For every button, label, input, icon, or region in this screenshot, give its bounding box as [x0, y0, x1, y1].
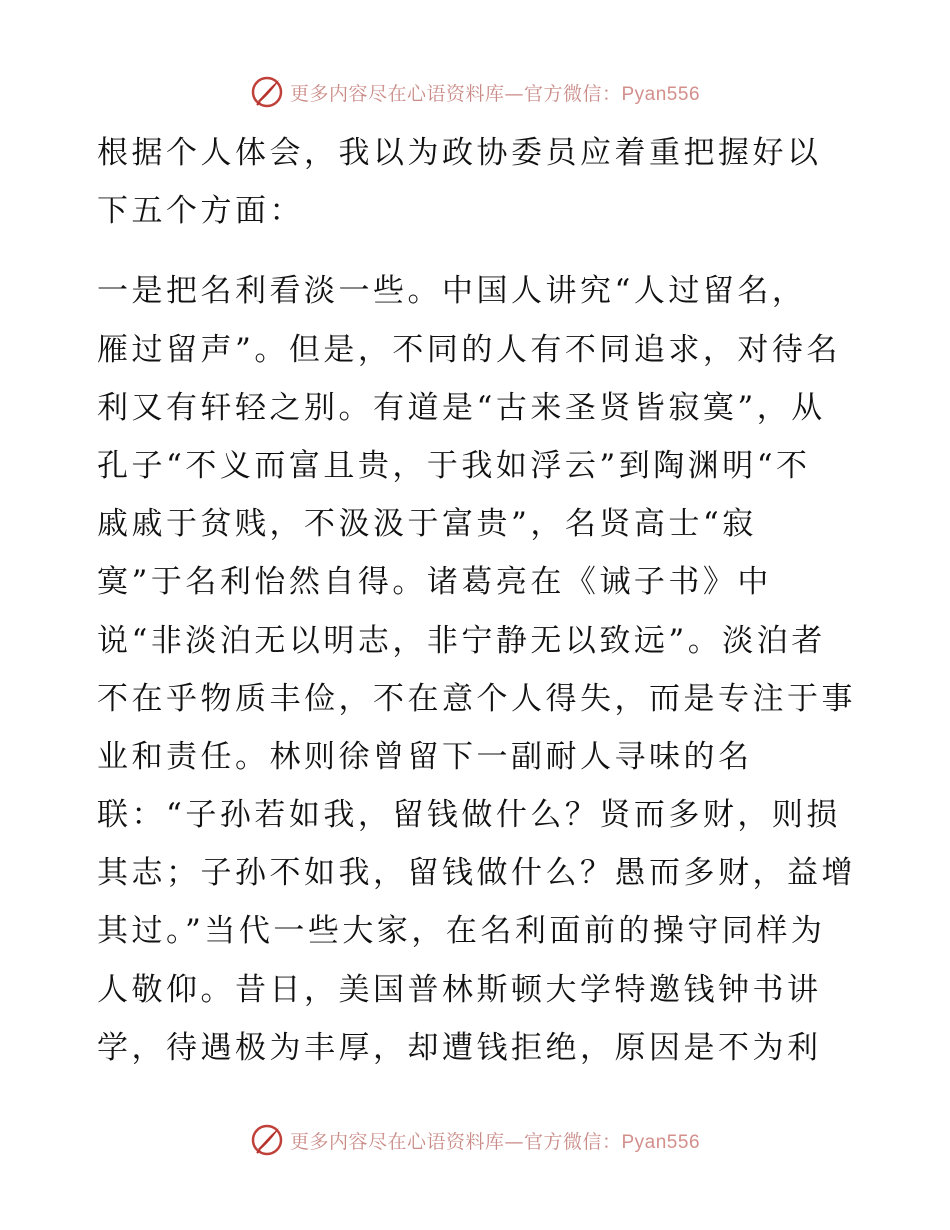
text-line: 说“非淡泊无以明志，非宁静无以致远”。淡泊者 [97, 622, 826, 659]
header-watermark [0, 72, 950, 112]
watermark-wechat: 官方微信： [523, 82, 622, 105]
paragraph-gap [97, 240, 857, 262]
text-line: 孔子“不义而富且贵，于我如浮云”到陶渊明“不 [97, 447, 811, 484]
text-line: 雁过留声”。但是，不同的人有不同追求，对待名 [97, 331, 841, 368]
paragraph-intro [97, 124, 857, 240]
text-line: 联：“子孙若如我，留钱做什么？贤而多财，则损 [97, 797, 841, 834]
watermark-wechat: 官方微信： [523, 1130, 622, 1153]
document-body [97, 124, 857, 1077]
watermark-separator: — [504, 1130, 524, 1153]
watermark-separator: — [504, 82, 524, 105]
text-line: 寞”于名利怡然自得。诸葛亮在《诫子书》中 [97, 564, 772, 601]
text-line: 不在乎物质丰俭，不在意个人得失，而是专注于事 [97, 680, 856, 717]
text-line: 下五个方面： [97, 193, 304, 230]
text-line: 其过。”当代一些大家，在名利面前的操守同样为 [97, 913, 826, 950]
footer-watermark [0, 1120, 950, 1160]
quill-logo-icon [250, 1123, 284, 1157]
watermark-id: Pyan556 [621, 1131, 701, 1153]
quill-logo-icon [250, 75, 284, 109]
watermark-id: Pyan556 [621, 83, 701, 105]
text-line: 学，待遇极为丰厚，却遭钱拒绝，原因是不为利 [97, 1029, 822, 1066]
watermark-main: 更多内容尽在心语资料库 [289, 1130, 505, 1153]
text-line: 业和责任。林则徐曾留下一副耐人寻味的名 [97, 738, 753, 775]
watermark-main: 更多内容尽在心语资料库 [289, 82, 505, 105]
text-line: 人敬仰。昔日，美国普林斯顿大学特邀钱钟书讲 [97, 971, 822, 1008]
watermark-text [290, 79, 700, 106]
text-line: 根据个人体会，我以为政协委员应着重把握好以 [97, 135, 822, 171]
text-line: 一是把名利看淡一些。中国人讲究“人过留名， [97, 273, 807, 310]
text-line: 利又有轩轻之别。有道是“古来圣贤皆寂寞”，从 [97, 389, 826, 426]
paragraph-point-one [97, 262, 857, 1077]
watermark-text [290, 1127, 700, 1154]
text-line: 戚戚于贫贱，不汲汲于富贵”，名贤高士“寂 [97, 506, 757, 543]
text-line: 其志；子孙不如我，留钱做什么？愚而多财，益增 [97, 855, 856, 892]
